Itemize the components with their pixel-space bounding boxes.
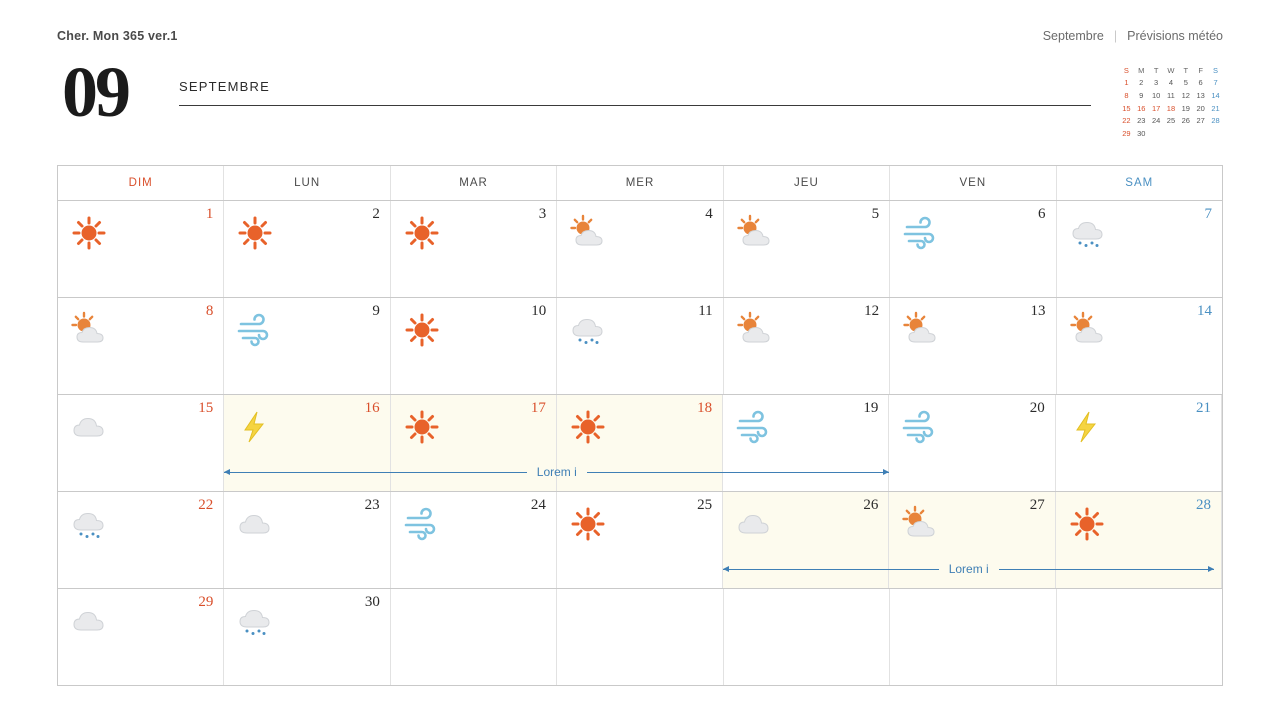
day-cell[interactable] — [391, 492, 557, 588]
day-number: 28 — [1195, 497, 1211, 513]
mini-day: 29 — [1122, 129, 1131, 139]
day-cell[interactable] — [224, 589, 390, 685]
mini-header-mon: M — [1138, 65, 1145, 75]
mini-day: 27 — [1196, 116, 1205, 126]
mini-day: 28 — [1211, 116, 1220, 126]
month-link[interactable]: Septembre — [1042, 29, 1104, 43]
day-cell[interactable] — [723, 395, 889, 491]
day-cell[interactable] — [889, 492, 1055, 588]
day-cell[interactable] — [1057, 298, 1222, 394]
mini-row — [1119, 115, 1223, 128]
day-cell[interactable] — [1057, 589, 1222, 685]
sunny-icon — [400, 407, 446, 447]
mini-day: 21 — [1211, 103, 1220, 113]
mini-day: 20 — [1196, 103, 1205, 113]
partly-cloudy-icon — [67, 310, 113, 350]
day-number: 29 — [198, 594, 214, 610]
sunny-icon — [67, 213, 113, 253]
day-number: 7 — [1204, 206, 1212, 222]
mini-day: 9 — [1139, 90, 1144, 100]
day-number: 9 — [372, 303, 380, 319]
windy-icon — [400, 504, 446, 544]
day-cell[interactable] — [889, 395, 1055, 491]
weekday-header-sam: SAM — [1125, 177, 1154, 189]
day-number: 25 — [697, 497, 713, 513]
mini-header-tue: T — [1153, 65, 1159, 75]
partly-cloudy-icon — [566, 213, 612, 253]
day-number: 3 — [538, 206, 547, 222]
top-right-links — [1043, 29, 1223, 43]
day-number: 19 — [863, 400, 879, 416]
day-cell[interactable] — [224, 298, 390, 394]
windy-icon — [899, 213, 945, 253]
rainy-icon — [67, 504, 113, 544]
day-cell[interactable] — [557, 298, 723, 394]
mini-day: 24 — [1151, 116, 1161, 126]
sunny-icon — [400, 310, 446, 350]
mini-day: 18 — [1166, 103, 1176, 113]
day-cell[interactable] — [224, 492, 390, 588]
mini-day — [1149, 127, 1164, 140]
thunder-icon — [1065, 407, 1111, 447]
calendar-week-row — [58, 589, 1222, 685]
day-number: 16 — [364, 400, 380, 416]
day-cell[interactable] — [724, 589, 890, 685]
weekday-header-jeu: JEU — [724, 166, 890, 200]
mini-row — [1119, 102, 1223, 115]
weekday-header-ven: VEN — [890, 166, 1056, 200]
mini-day: 8 — [1124, 90, 1129, 100]
mini-header-sat: S — [1213, 65, 1219, 75]
calendar-week-row — [58, 395, 1222, 492]
day-number: 12 — [864, 303, 880, 319]
calendar-week-row — [58, 492, 1222, 589]
rainy-icon — [233, 601, 279, 641]
day-number: 18 — [697, 400, 713, 416]
day-cell[interactable] — [391, 298, 557, 394]
rainy-icon — [1066, 213, 1112, 253]
cloudy-icon — [233, 504, 279, 544]
day-cell[interactable] — [391, 589, 557, 685]
mini-day: 15 — [1122, 103, 1131, 113]
day-cell[interactable] — [557, 492, 723, 588]
mini-day: 6 — [1198, 78, 1203, 88]
mini-header-fri: F — [1198, 65, 1203, 75]
mini-day: 2 — [1139, 78, 1144, 88]
mini-calendar-table — [1119, 64, 1223, 140]
day-number: 10 — [531, 303, 547, 319]
mini-day: 12 — [1181, 90, 1190, 100]
day-cell[interactable] — [890, 589, 1056, 685]
mini-day — [1193, 127, 1208, 140]
day-cell[interactable] — [890, 201, 1056, 297]
day-cell[interactable] — [58, 298, 224, 394]
day-cell[interactable] — [723, 492, 889, 588]
day-number: 6 — [1038, 206, 1046, 222]
mini-row — [1119, 89, 1223, 102]
partly-cloudy-icon — [733, 310, 779, 350]
day-number: 23 — [364, 497, 380, 513]
day-cell[interactable] — [557, 201, 723, 297]
mini-day: 11 — [1167, 90, 1175, 100]
mini-calendar — [1119, 64, 1223, 140]
mini-day: 5 — [1183, 78, 1188, 88]
day-cell[interactable] — [224, 395, 390, 491]
header-divider — [179, 105, 1091, 106]
day-number: 30 — [364, 594, 380, 610]
mini-day: 4 — [1168, 78, 1174, 88]
partly-cloudy-icon — [733, 213, 779, 253]
sunny-icon — [1065, 504, 1111, 544]
day-number: 22 — [198, 497, 214, 513]
day-number: 14 — [1196, 303, 1212, 319]
mini-day: 13 — [1196, 90, 1205, 100]
sunny-icon — [233, 213, 279, 253]
mini-day: 3 — [1154, 78, 1159, 88]
mini-day: 1 — [1124, 78, 1129, 88]
mini-day: 17 — [1151, 103, 1161, 113]
day-cell[interactable] — [557, 395, 723, 491]
day-cell[interactable] — [724, 201, 890, 297]
cloudy-icon — [67, 601, 113, 641]
day-number: 20 — [1029, 400, 1045, 416]
windy-icon — [898, 407, 944, 447]
mini-day — [1164, 127, 1179, 140]
mini-header-wed: W — [1167, 65, 1175, 75]
mini-day: 14 — [1211, 90, 1220, 100]
day-number: 24 — [530, 497, 546, 513]
top-bar — [57, 26, 1223, 46]
link-divider: | — [1113, 29, 1118, 43]
day-number: 8 — [205, 303, 214, 319]
weather-forecast-link[interactable]: Prévisions météo — [1127, 29, 1223, 43]
day-cell[interactable] — [58, 201, 224, 297]
day-cell[interactable] — [1057, 201, 1222, 297]
weekday-header-dim: DIM — [58, 166, 224, 200]
weekday-header-lun: LUN — [224, 166, 390, 200]
brand-title: Cher. Mon 365 ver.1 — [57, 29, 178, 43]
day-cell[interactable] — [58, 492, 224, 588]
mini-day: 10 — [1151, 90, 1161, 100]
mini-row — [1119, 127, 1223, 140]
mini-row — [1119, 77, 1223, 90]
cloudy-icon — [67, 407, 113, 447]
mini-day — [1178, 127, 1193, 140]
calendar-weekday-header — [58, 166, 1222, 201]
day-number: 2 — [372, 206, 380, 222]
mini-day: 30 — [1137, 129, 1146, 139]
day-number: 13 — [1030, 303, 1046, 319]
mini-day — [1208, 127, 1223, 140]
day-cell[interactable] — [890, 298, 1056, 394]
event-label: Lorem i — [536, 465, 577, 479]
day-cell[interactable] — [724, 298, 890, 394]
day-cell[interactable] — [391, 201, 557, 297]
partly-cloudy-icon — [899, 310, 945, 350]
cloudy-icon — [732, 504, 778, 544]
day-number: 4 — [705, 206, 713, 222]
day-cell[interactable] — [224, 201, 390, 297]
month-name: SEPTEMBRE — [179, 79, 270, 94]
windy-icon — [732, 407, 778, 447]
mini-day: 25 — [1166, 116, 1176, 126]
mini-day: 7 — [1213, 78, 1218, 88]
month-header — [57, 52, 1093, 132]
day-number: 15 — [198, 400, 214, 416]
day-number: 27 — [1029, 497, 1045, 513]
day-number: 1 — [205, 206, 214, 222]
mini-day: 19 — [1181, 103, 1190, 113]
mini-day: 22 — [1122, 116, 1131, 126]
thunder-icon — [233, 407, 279, 447]
calendar-grid — [57, 165, 1223, 686]
mini-day: 26 — [1181, 116, 1190, 126]
day-cell[interactable] — [58, 589, 224, 685]
day-cell[interactable] — [391, 395, 557, 491]
rainy-icon — [566, 310, 612, 350]
mini-day: 16 — [1137, 103, 1146, 113]
weekday-header-mer: MER — [557, 166, 723, 200]
mini-header-thu: T — [1183, 65, 1189, 75]
day-number: 17 — [530, 400, 546, 416]
windy-icon — [233, 310, 279, 350]
day-number: 21 — [1195, 400, 1211, 416]
day-cell[interactable] — [58, 395, 224, 491]
calendar-week-row — [58, 201, 1222, 298]
calendar-week-row — [58, 298, 1222, 395]
partly-cloudy-icon — [1066, 310, 1112, 350]
sunny-icon — [566, 504, 612, 544]
day-cell[interactable] — [1056, 492, 1222, 588]
weekday-header-mar: MAR — [391, 166, 557, 200]
partly-cloudy-icon — [898, 504, 944, 544]
day-number: 11 — [698, 303, 713, 319]
day-cell[interactable] — [1056, 395, 1222, 491]
mini-day: 23 — [1137, 116, 1146, 126]
day-cell[interactable] — [557, 589, 723, 685]
sunny-icon — [400, 213, 446, 253]
event-label: Lorem i — [948, 562, 989, 576]
day-number: 5 — [871, 206, 880, 222]
sunny-icon — [566, 407, 612, 447]
mini-header-sun: S — [1123, 65, 1129, 75]
month-number: 09 — [62, 52, 128, 132]
day-number: 26 — [863, 497, 879, 513]
mini-calendar-header-row — [1119, 64, 1223, 77]
